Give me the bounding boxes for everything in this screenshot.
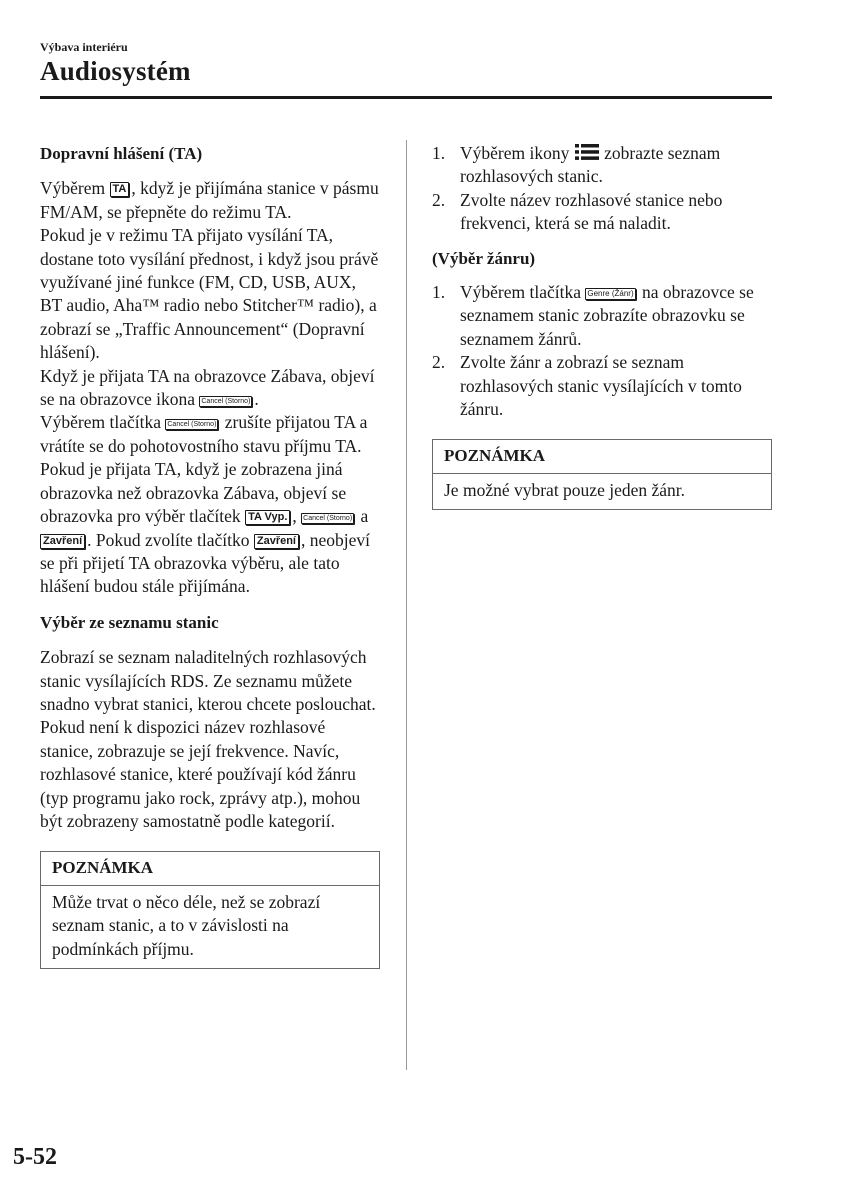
- list-item: [432, 281, 772, 351]
- note-box-left: [40, 851, 380, 969]
- ta-p4-text-b: zrušíte přijatou TA a vrátíte se do pohotovostního stavu příjmu TA. Pokud je přijata TA, když je zobrazena jiná obrazovka než obrazovka Zábava, objeví se obrazovka pro výběr tlačítek: [40, 412, 368, 527]
- ta-p4-text-c: ,: [292, 506, 302, 527]
- close-key: Zavření: [254, 534, 299, 549]
- list-item: [432, 351, 772, 421]
- step-text-a: Výběrem ikony: [460, 143, 574, 163]
- title-rule: [40, 96, 772, 99]
- step-number: 1.: [432, 282, 446, 303]
- step-text-a: Výběrem tlačítka: [460, 282, 586, 303]
- cancel-key: Cancel (Storno): [167, 421, 217, 429]
- ta-p4-text-e: . Pokud zvolíte tlačítko: [87, 529, 254, 550]
- list-menu-icon: [574, 143, 600, 161]
- note-box-right: [432, 439, 772, 510]
- ta-p3-text-b: .: [254, 389, 259, 410]
- station-list-heading: Výběr ze seznamu stanic: [40, 612, 219, 632]
- step-number: 1.: [432, 143, 446, 163]
- cancel-key: Cancel (Storno): [201, 398, 251, 406]
- ta-paragraph-2: Pokud je v režimu TA přijato vysílání TA, dostane toto vysílání přednost, i když jsou právě využívané jiné funkce (FM, CD, USB, AUX, BT audio, Aha™ radio nebo Stitcher™ radio), a zobrazí se „Traffic Announcement“ (Dopravní hlášení).: [40, 225, 379, 363]
- ta-key: TA: [110, 182, 130, 197]
- cancel-key: Cancel (Storno): [303, 515, 353, 523]
- chapter-title: Audiosystém: [40, 56, 191, 86]
- note-heading: POZNÁMKA: [41, 852, 379, 885]
- list-item: [432, 142, 772, 189]
- ta-paragraph-1: [40, 177, 380, 224]
- ta-p4-text-a: Výběrem tlačítka: [40, 412, 166, 433]
- column-divider: [406, 140, 407, 1070]
- section-label: Výbava interiéru: [40, 40, 128, 54]
- genre-heading: (Výběr žánru): [432, 248, 536, 268]
- close-key: Zavření: [40, 534, 85, 549]
- list-item: [432, 189, 772, 236]
- ta-off-key: TA Vyp.: [245, 510, 290, 525]
- ta-p1-text-a: Výběrem: [40, 178, 110, 199]
- step-text: Zvolte žánr a zobrazí se seznam rozhlasových stanic vysílajících v tomto žánru.: [460, 352, 742, 420]
- ta-p4-text-d: a: [356, 506, 369, 527]
- step-text-b: zobrazte seznam rozhlasových stanic.: [460, 143, 721, 187]
- ta-p3-text-a: Když je přijata TA na obrazovce Zábava, objeví se na obrazovce ikona: [40, 365, 375, 410]
- step-number: 2.: [432, 189, 446, 210]
- genre-key: Genre (Žánr): [587, 289, 634, 299]
- ta-p1-text-b: , když je přijímána stanice v pásmu FM/AM, se přepněte do režimu TA.: [40, 178, 379, 222]
- station-list-steps: [432, 142, 772, 236]
- right-column: [432, 142, 772, 510]
- note-heading: POZNÁMKA: [433, 440, 771, 473]
- step-number: 2.: [432, 352, 446, 373]
- station-list-paragraph: Zobrazí se seznam naladitelných rozhlasových stanic vysílajících RDS. Ze seznamu můžete snadno vybrat stanici, kterou chcete poslouchat. Pokud není k dispozici název rozhlasové stanice, zobrazuje se její frekvence. Navíc, rozhlasové stanice, které používají kód žánru (typ programu jako rock, zprávy atp.), mohou být zobrazeny samostatně podle kategorií.: [40, 647, 376, 831]
- ta-paragraph-4: [40, 411, 380, 598]
- note-text: Je možné vybrat pouze jeden žánr.: [444, 479, 686, 500]
- page-number: 5-52: [13, 1144, 57, 1170]
- step-text-b: na obrazovce se seznamem stanic zobrazíte obrazovku se seznamem žánrů.: [460, 282, 754, 349]
- left-column: [40, 142, 380, 969]
- ta-heading: Dopravní hlášení (TA): [40, 144, 203, 163]
- ta-paragraph-3: [40, 365, 380, 412]
- ta-p4-text-f: , neobjeví se při přijetí TA obrazovka výběru, ale tato hlášení budou stále přijímána.: [40, 529, 371, 597]
- step-text: Zvolte název rozhlasové stanice nebo frekvenci, která se má naladit.: [460, 189, 723, 234]
- genre-steps: [432, 281, 772, 421]
- note-text: Může trvat o něco déle, než se zobrazí seznam stanic, a to v závislosti na podmínkách příjmu.: [52, 891, 321, 959]
